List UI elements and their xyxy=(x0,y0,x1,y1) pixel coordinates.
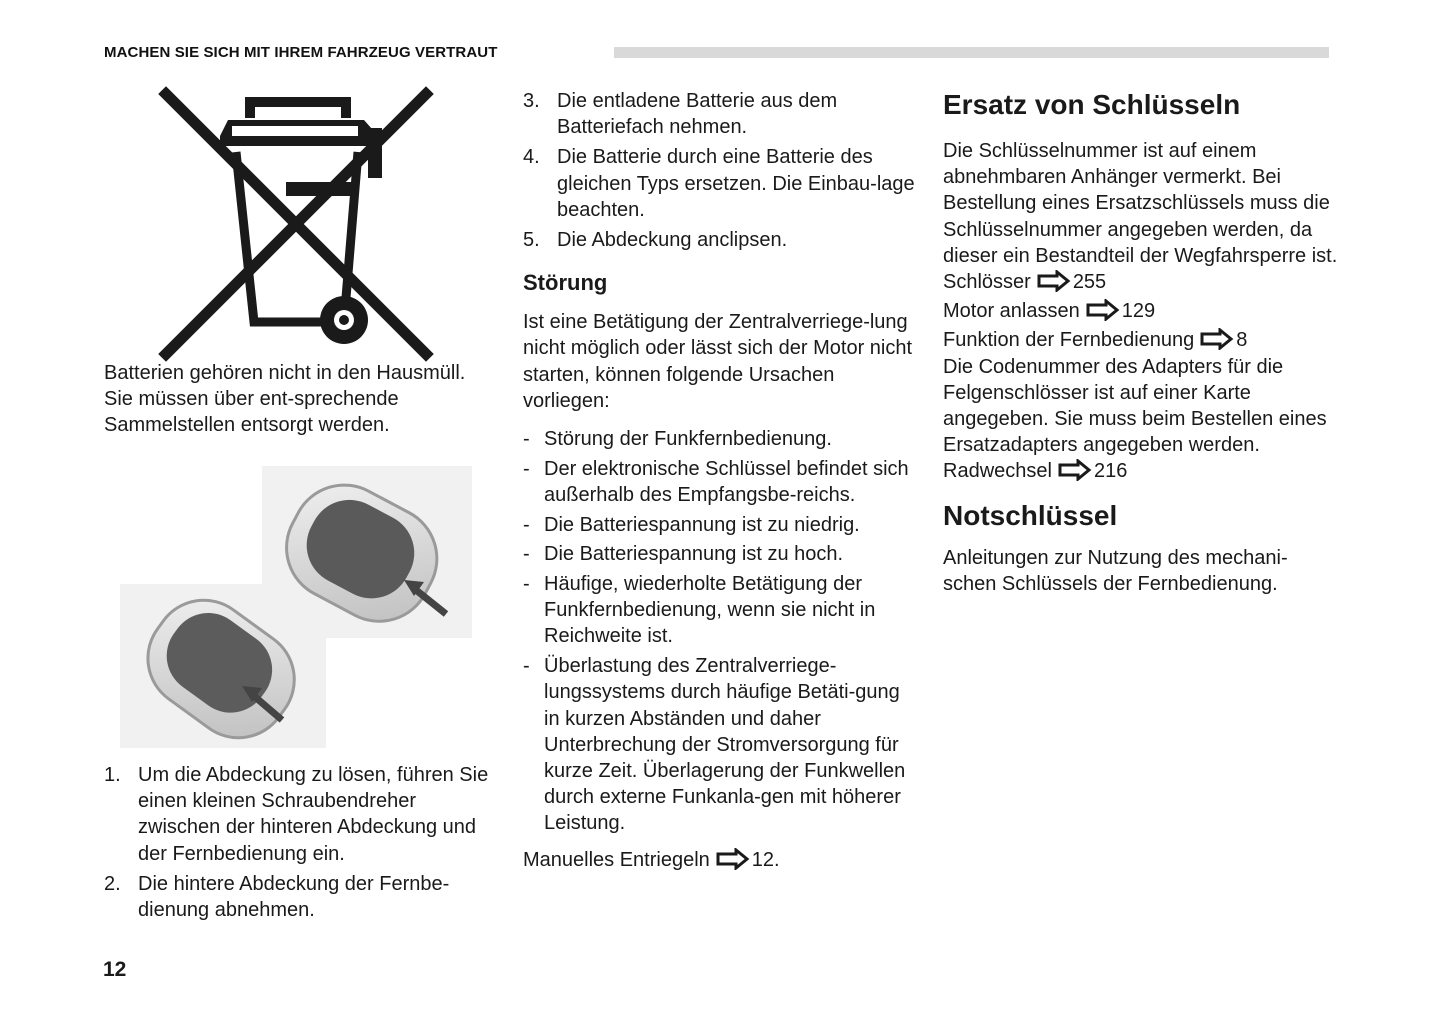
middle-column xyxy=(523,88,918,873)
step-number: 2. xyxy=(104,872,121,895)
step-number: 1. xyxy=(104,764,121,786)
running-header: MACHEN SIE SICH MIT IHREM FAHRZEUG VERTRAUT xyxy=(104,44,498,61)
adapter-code-text: Die Codenummer des Adapters für die Felgenschlösser ist auf einer Karte angegeben. Sie muss beim Bestellen eines Ersatzadapters angegeben werden. xyxy=(943,355,1327,457)
reference-label: Manuelles Entriegeln xyxy=(523,848,710,871)
right-column xyxy=(943,88,1338,597)
header-rule xyxy=(614,47,1329,58)
step-text: Die hintere Abdeckung der Fernbe-dienung abnehmen. xyxy=(138,872,450,922)
outline-right-arrow-icon xyxy=(716,848,750,870)
list-item: - Die Batteriespannung ist zu hoch. xyxy=(523,541,918,567)
list-item: - Störung der Funkfernbedienung. xyxy=(523,426,918,452)
locks-reference[interactable] xyxy=(943,269,1338,295)
remote-function-reference[interactable] xyxy=(943,327,1338,353)
list-item: - Häufige, wiederholte Betätigung der Funkfernbedienung, wenn sie nicht in Reichweite ist. xyxy=(523,571,918,650)
cause-text: Häufige, wiederholte Betätigung der Funkfernbedienung, wenn sie nicht in Reichweite ist. xyxy=(544,573,876,648)
list-item: - Der elektronische Schlüssel befindet sich außerhalb des Empfangsbe-reichs. xyxy=(523,456,918,508)
reference-label: Funktion der Fernbedienung xyxy=(943,329,1195,352)
reference-page: 12. xyxy=(751,848,780,871)
step-number: 4. xyxy=(523,146,540,169)
list-item xyxy=(104,762,494,867)
reference-page: 129 xyxy=(1121,300,1156,323)
list-item xyxy=(523,144,918,223)
step-text: Die Abdeckung anclipsen. xyxy=(557,229,788,252)
outline-right-arrow-icon xyxy=(1037,270,1071,292)
reference-page: 8 xyxy=(1236,329,1248,352)
outline-right-arrow-icon xyxy=(1086,299,1120,321)
cause-text: Der elektronische Schlüssel befindet sich außerhalb des Empfangsbe-reichs. xyxy=(544,457,909,506)
removal-steps-list xyxy=(104,762,494,923)
engine-start-reference[interactable] xyxy=(943,298,1338,324)
replacement-keys-heading: Ersatz von Schlüsseln xyxy=(943,89,1241,120)
reference-label: Schlösser xyxy=(943,271,1031,294)
reference-page: 216 xyxy=(1093,460,1128,483)
fault-heading: Störung xyxy=(523,270,608,296)
outline-right-arrow-icon xyxy=(1200,328,1234,350)
cause-text: Die Batteriespannung ist zu niedrig. xyxy=(544,513,860,536)
step-text: Die Batterie durch eine Batterie des gleichen Typs ersetzen. Die Einbau-lage beachten. xyxy=(557,146,915,221)
battery-steps-list xyxy=(523,88,918,253)
list-item xyxy=(104,871,494,923)
manual-unlock-reference[interactable] xyxy=(523,847,918,873)
step-number: 3. xyxy=(523,90,540,112)
list-item: - Überlastung des Zentralverriege-lungssystems durch häufige Betäti-gung in kurzen Abständen und daher Unterbrechung der Stromversorgung für kurze Zeit. Überlagerung der Funkwellen durch externe Funkanla-gen mit höherer Leistung. xyxy=(523,653,918,836)
list-item xyxy=(523,88,918,140)
wheel-change-reference[interactable] xyxy=(943,458,1338,484)
crossed-out-wheelie-bin-icon xyxy=(158,86,434,362)
list-item: - Die Batteriespannung ist zu niedrig. xyxy=(523,512,918,538)
reference-label: Motor anlassen xyxy=(943,300,1080,323)
outline-right-arrow-icon xyxy=(1058,459,1092,481)
cause-text: Überlastung des Zentralverriege-lungssystems durch häufige Betäti-gung in kurzen Abständen und daher Unterbrechung der Stromversorgung für kurze Zeit. Überlagerung der Funkwellen durch externe Funkanla-gen mit höherer Leistung. xyxy=(544,655,906,835)
key-fob-battery-illustration xyxy=(120,466,472,748)
reference-label: Radwechsel xyxy=(943,460,1052,483)
step-text: Um die Abdeckung zu lösen, führen Sie einen kleinen Schraubendreher zwischen der hinteren Abdeckung und der Fernbedienung ein. xyxy=(138,764,489,865)
step-text: Die entladene Batterie aus dem Batteriefach nehmen. xyxy=(557,90,838,139)
emergency-key-text: Anleitungen zur Nutzung des mechani-schen Schlüssels der Fernbedienung. xyxy=(943,546,1288,595)
steps-column-1 xyxy=(104,762,494,927)
key-number-text: Die Schlüsselnummer ist auf einem abnehmbaren Anhänger vermerkt. Bei Bestellung eines Ersatzschlüssels muss die Schlüsselnummer angegeben werden, da dieser ein Bestandteil der Wegfahrsperre ist. xyxy=(943,140,1338,267)
cause-text: Störung der Funkfernbedienung. xyxy=(544,428,832,451)
bin-caption-block xyxy=(104,360,494,439)
page-number: 12 xyxy=(103,958,127,981)
fault-causes-list xyxy=(523,426,918,837)
step-number: 5. xyxy=(523,229,540,252)
fault-intro: Ist eine Betätigung der Zentralverriege-lung nicht möglich oder lässt sich der Motor nicht starten, können folgende Ursachen vorliegen: xyxy=(523,311,913,412)
emergency-key-heading: Notschlüssel xyxy=(943,499,1118,531)
cause-text: Die Batteriespannung ist zu hoch. xyxy=(544,543,844,566)
list-item xyxy=(523,227,918,253)
bin-caption: Batterien gehören nicht in den Hausmüll. Sie müssen über ent-sprechende Sammelstellen entsorgt werden. xyxy=(104,362,466,437)
reference-page: 255 xyxy=(1072,271,1107,294)
